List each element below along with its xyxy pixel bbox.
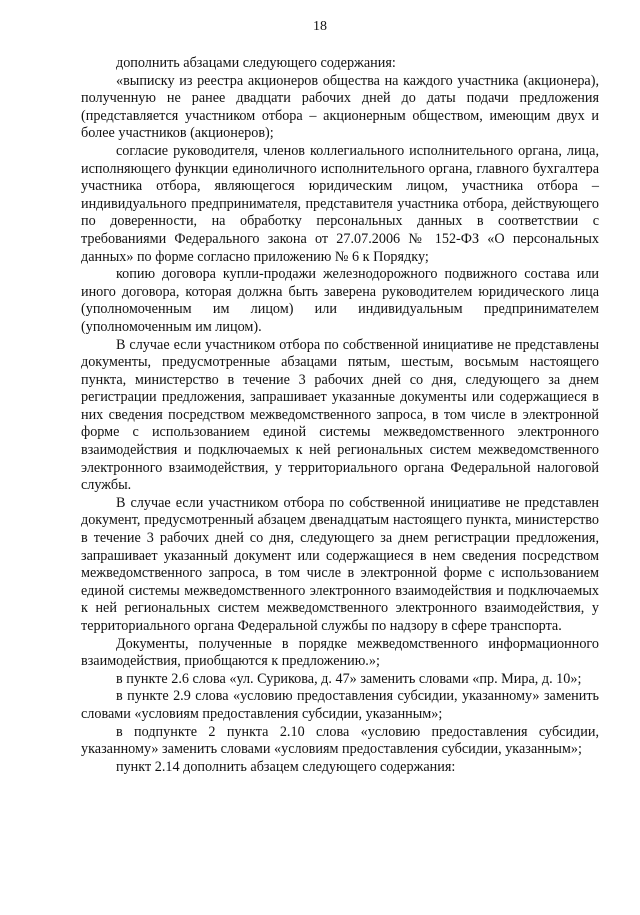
paragraph: копию договора купли-продажи железнодорожного подвижного состава или иного договора, которая должна быть заверена руководителем юридического лица (уполномоченным им лицом) или индивидуальным предпринимателем (уполномоченным им лицом). [81,266,599,335]
paragraph: пункт 2.14 дополнить абзацем следующего содержания: [116,758,456,775]
paragraph: В случае если участником отбора по собственной инициативе не представлен документ, предусмотренный абзацем двенадцатым настоящего пункта, министерство в течение 3 рабочих дней со дня, следующего за днем регистрации предложения, запрашивает указанный документ или содержащиеся в нем сведения посредством межведомственного запроса, в том числе в электронной форме с использованием единой системы межведомственного электронного взаимодействия и подключаемых к ней региональных систем межведомственного электронного взаимодействия, у территориального органа Федеральной службы по надзору в сфере транспорта. [81,494,599,634]
paragraph: Документы, полученные в порядке межведомственного информационного взаимодействия, приобщаются к предложению.»; [81,635,599,670]
paragraph: дополнить абзацами следующего содержания: [116,55,396,71]
page-number: 18 [313,19,327,34]
paragraph: «выписку из реестра акционеров общества на каждого участника (акционера), полученную не ранее двадцати рабочих дней до даты подачи предложения (представляется участником отбора – акционерным обществом, имеющим двух и более участников (акционеров); [81,72,599,142]
paragraph: В случае если участником отбора по собственной инициативе не представлены документы, предусмотренные абзацами пятым, шестым, восьмым настоящего пункта, министерство в течение 3 рабочих дней со дня, следующего за днем регистрации предложения, запрашивает указанные документы или содержащиеся в них сведения посредством межведомственного запроса, в том числе в электронной форме с использованием единой системы межведомственного электронного взаимодействия и подключаемых к ней региональных систем межведомственного электронного взаимодействия, у территориального органа Федеральной налоговой службы. [81,336,599,494]
paragraph: в подпункте 2 пункта 2.10 слова «условию предоставления субсидии, указанному» заменить словами «условиям предоставления субсидии, указанным»; [81,723,599,758]
paragraph: в пункте 2.9 слова «условию предоставления субсидии, указанному» заменить словами «условиям предоставления субсидии, указанным»; [81,688,599,722]
document-body [81,55,599,776]
paragraph: согласие руководителя, членов коллегиального исполнительного органа, лица, исполняющего функции единоличного исполнительного органа, главного бухгалтера участника отбора, являющегося юридическим лицом, участника отбора – индивидуального предпринимателя, представителя участника отбора, действующего по доверенности, на обработку персональных данных в соответствии с требованиями Федерального закона от 27.07.2006 № 152-ФЗ «О персональных данных» по форме согласно приложению № 6 к Порядку; [81,142,599,265]
paragraph: в пункте 2.6 слова «ул. Сурикова, д. 47» заменить словами «пр. Мира, д. 10»; [116,670,582,687]
